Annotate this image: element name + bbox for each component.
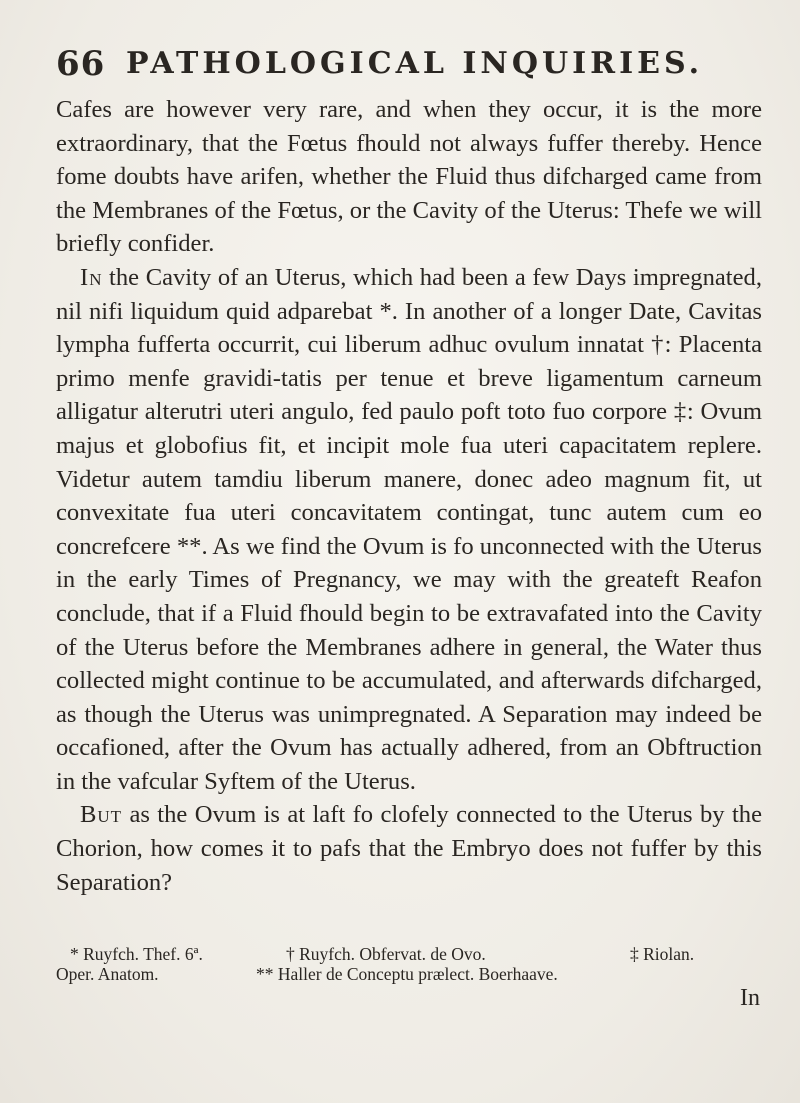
page-number: 66 (56, 44, 106, 84)
footnote-row-2 (56, 964, 762, 984)
footnotes (56, 944, 762, 984)
running-title: PATHOLOGICAL INQUIRIES. (126, 46, 704, 81)
footnote-haller: ** Haller de Conceptu prælect. Boerhaave. (256, 964, 558, 984)
footnote-oper-anatom: Oper. Anatom. (56, 964, 159, 984)
paragraph-3-text: as the Ovum is at laft fo clofely connected to the Uterus by the Chorion, how comes it to pafs that the Embryo does not fuffer by this Separation? (56, 801, 762, 896)
body-text (56, 93, 762, 899)
footnote-ruysch-observat: † Ruyfch. Obfervat. de Ovo. (286, 944, 486, 964)
paragraph-2-lead: In (80, 263, 103, 291)
footnote-row-1 (56, 944, 762, 964)
paragraph-2 (56, 261, 762, 799)
footnote-riolan: ‡ Riolan. (630, 944, 695, 964)
page-header (56, 44, 756, 90)
paragraph-3-lead: But (80, 801, 123, 829)
footnote-ruysch-thesaurus: * Ruyfch. Thef. 6ª. (70, 944, 203, 964)
paragraph-1 (56, 93, 762, 261)
paragraph-1-text: Cafes are however very rare, and when they occur, it is the more extraordinary, that the Fœtus fhould not always fuffer thereby. Hence fome doubts have arifen, whether the Fluid thus difcharged came from the Membranes of the Fœtus, or the Cavity of the Uterus: Thefe we will briefly confider. (56, 96, 762, 258)
paragraph-3 (56, 798, 762, 899)
paragraph-2-text: the Cavity of an Uterus, which had been a few Days impregnated, nil nifi liquidum quid adparebat *. In another of a longer Date, Cavitas lympha fufferta occurrit, cui liberum adhuc ovulum innatat †: Placenta primo menfe gravidi-tatis per tenue et breve ligamentum carneum alligatur alterutri uteri angulo, fed paulo poft toto fuo corpore ‡: Ovum majus et globofius fit, et incipit mole fua uteri capacitatem replere. Videtur autem tamdiu liberum manere, donec adeo magnum fit, ut convexitate fua uteri concavitatem contingat, tunc autem cum eo concrefcere **. As we find the Ovum is fo unconnected with the Uterus in the early Times of Pregnancy, we may with the greateft Reafon conclude, that if a Fluid fhould begin to be extravafated into the Cavity of the Uterus before the Membranes adhere in general, the Water thus collected might continue to be accumulated, and afterwards difcharged, as though the Uterus was unimpregnated. A Separation may indeed be occafioned, after the Ovum has actually adhered, from an Obftruction in the vafcular Syftem of the Uterus. (56, 263, 762, 795)
catchword: In (740, 985, 760, 1011)
